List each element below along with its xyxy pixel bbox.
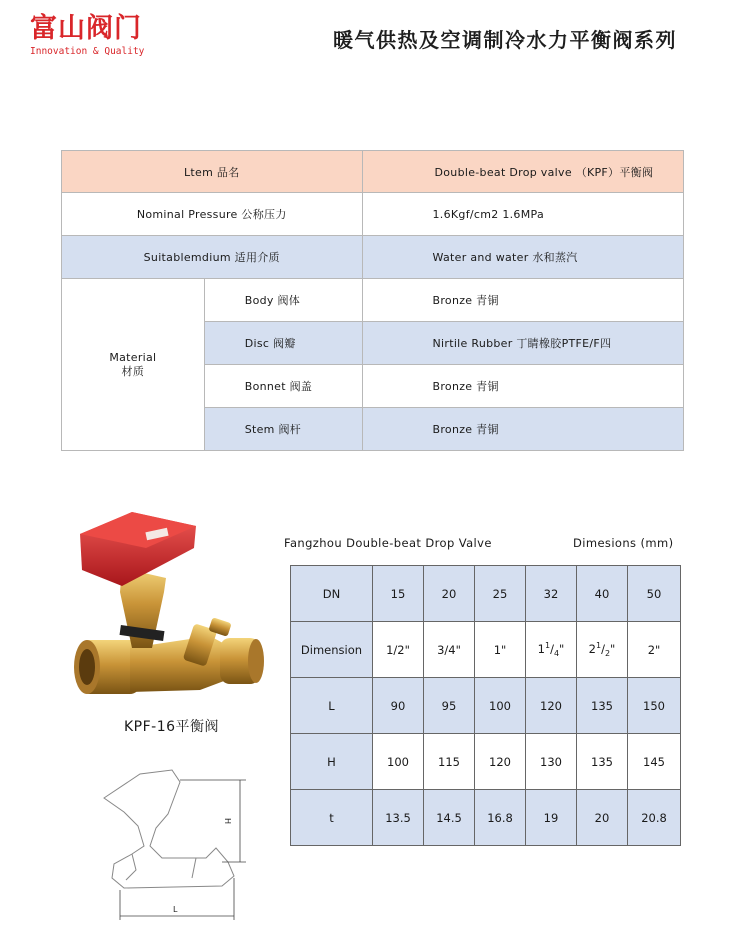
t-cell: 13.5	[373, 790, 424, 846]
row-label: t	[291, 790, 373, 846]
h-row	[291, 734, 681, 790]
t-cell: 20	[577, 790, 628, 846]
h-cell: 115	[424, 734, 475, 790]
dn-cell: 32	[526, 566, 577, 622]
h-cell: 100	[373, 734, 424, 790]
spec-row-medium	[62, 236, 684, 279]
fraction-denominator: 4	[553, 649, 560, 659]
pressure-value: 1.6Kgf/cm2 1.6MPa	[362, 193, 684, 236]
dn-cell: 50	[628, 566, 681, 622]
valve-handle	[80, 512, 196, 586]
material-value: Bronze 青铜	[362, 365, 684, 408]
l-cell: 95	[424, 678, 475, 734]
dimension-cell: $1^1/_4$"	[526, 622, 577, 678]
fraction-numerator: 1	[544, 640, 551, 650]
dimension-cell: 1/2"	[373, 622, 424, 678]
material-label-cn: 材质	[121, 364, 145, 378]
brand-name: 富山阀门	[30, 13, 142, 44]
valve-body	[74, 617, 264, 694]
h-cell: 145	[628, 734, 681, 790]
h-cell: 120	[475, 734, 526, 790]
material-value: Nirtile Rubber 丁睛橡胶PTFE/F四	[362, 322, 684, 365]
spec-row-pressure	[62, 193, 684, 236]
dimension-cell: 2"	[628, 622, 681, 678]
valve-photo	[60, 508, 270, 708]
l-cell: 120	[526, 678, 577, 734]
l-cell: 135	[577, 678, 628, 734]
dn-cell: 15	[373, 566, 424, 622]
dimension-cell: $2^1/_2$"	[577, 622, 628, 678]
h-dimension-label: H	[223, 818, 232, 825]
dimension-row	[291, 622, 681, 678]
l-cell: 100	[475, 678, 526, 734]
item-label: Ltem 品名	[62, 151, 363, 193]
t-row	[291, 790, 681, 846]
dn-cell: 40	[577, 566, 628, 622]
h-cell: 130	[526, 734, 577, 790]
page-title: 暖气供热及空调制冷水力平衡阀系列	[333, 28, 677, 52]
row-label: DN	[291, 566, 373, 622]
spec-row-item	[62, 151, 684, 193]
material-label	[62, 279, 205, 451]
material-value: Bronze 青铜	[362, 279, 684, 322]
h-cell: 135	[577, 734, 628, 790]
brand-tagline: Innovation & Quality	[30, 46, 145, 57]
spec-row-body	[62, 279, 684, 322]
pressure-label: Nominal Pressure 公称压力	[62, 193, 363, 236]
product-caption: KPF-16平衡阀	[124, 719, 220, 735]
material-part: Disc 阀瓣	[204, 322, 362, 365]
brand-logo	[30, 14, 144, 58]
dimensions-title: Fangzhou Double-beat Drop Valve	[284, 536, 492, 550]
dimension-cell: 1"	[475, 622, 526, 678]
dimensions-table	[290, 565, 681, 846]
dn-row	[291, 566, 681, 622]
material-part: Bonnet 阀盖	[204, 365, 362, 408]
t-cell: 14.5	[424, 790, 475, 846]
t-cell: 20.8	[628, 790, 681, 846]
material-part: Stem 阀杆	[204, 408, 362, 451]
medium-value: Water and water 水和蒸汽	[362, 236, 684, 279]
dimensions-unit: Dimesions (mm)	[573, 536, 674, 550]
fraction-denominator: 2	[604, 649, 611, 659]
row-label: Dimension	[291, 622, 373, 678]
dimension-drawing	[96, 766, 256, 924]
l-row	[291, 678, 681, 734]
dn-cell: 20	[424, 566, 475, 622]
fraction-whole: 2	[588, 641, 596, 656]
dimension-cell: 3/4"	[424, 622, 475, 678]
t-cell: 16.8	[475, 790, 526, 846]
t-cell: 19	[526, 790, 577, 846]
material-value: Bronze 青铜	[362, 408, 684, 451]
material-label-en: Material	[109, 350, 157, 364]
fraction-whole: 1	[537, 641, 545, 656]
material-part: Body 阀体	[204, 279, 362, 322]
spec-table	[61, 150, 684, 451]
l-cell: 150	[628, 678, 681, 734]
item-value: Double-beat Drop valve （KPF）平衡阀	[362, 151, 684, 193]
medium-label: Suitablemdium 适用介质	[62, 236, 363, 279]
l-cell: 90	[373, 678, 424, 734]
row-label: H	[291, 734, 373, 790]
row-label: L	[291, 678, 373, 734]
l-dimension-label: L	[173, 905, 178, 914]
valve-outline	[104, 770, 234, 888]
dn-cell: 25	[475, 566, 526, 622]
fraction-numerator: 1	[595, 640, 602, 650]
